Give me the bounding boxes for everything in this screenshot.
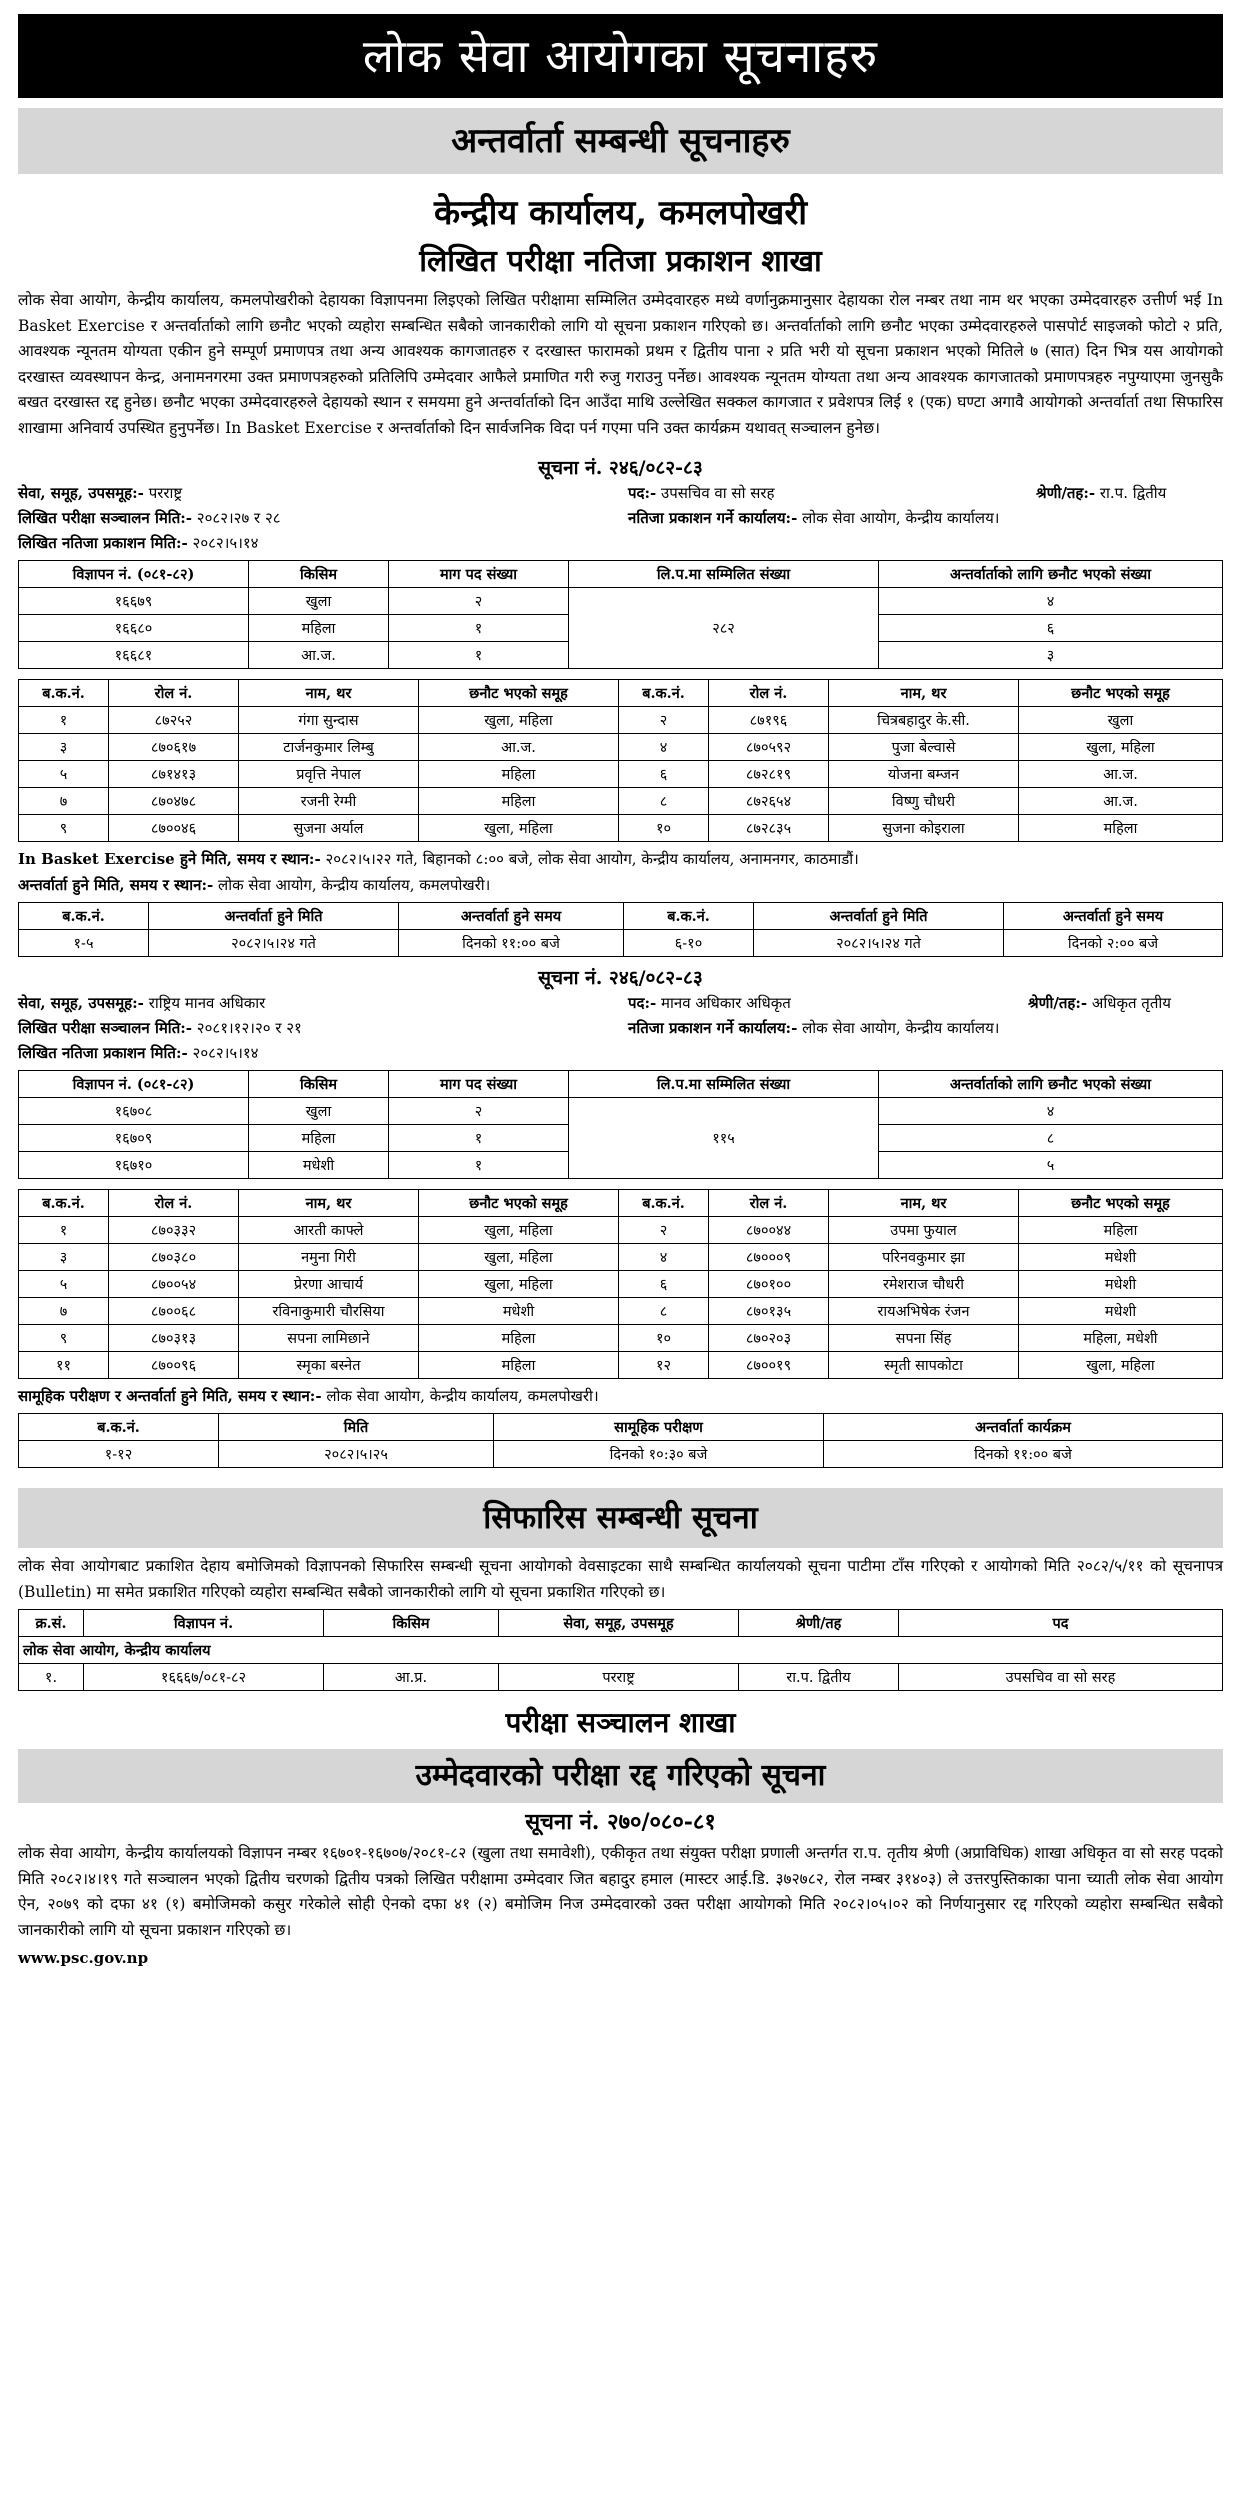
table-cell: खुला, महिला <box>419 815 619 842</box>
notice-1-meta-row-1 <box>18 481 1223 506</box>
table-cell: ४ <box>619 1244 709 1271</box>
table-cell: ६-१० <box>624 930 754 957</box>
table-row <box>19 815 1223 842</box>
table-cell: महिला <box>419 1325 619 1352</box>
table-cell: दिनको २:०० बजे <box>1004 930 1223 957</box>
table-header: मिति <box>219 1414 494 1441</box>
table-row <box>19 1244 1223 1271</box>
table-header: किसिम <box>249 561 389 588</box>
recommendation-paragraph: लोक सेवा आयोगबाट प्रकाशित देहाय बमोजिमको विज्ञापनको सिफारिस सम्बन्धी सूचना आयोगको वेवसाइटका साथै सम्बन्धित कार्यालयको सूचना पाटीमा टाँस गरिएको र आयोगको मिति २०८२/५/११ को सूचनापत्र (Bulletin) मा समेत प्रकाशित गरिएको व्यहोरा सम्बन्धित सबैको जानकारीको लागि यो सूचना प्रकाशित गरिएको छ। <box>18 1557 1223 1601</box>
table-cell: महिला <box>249 615 389 642</box>
notice-2-candidate-table <box>18 1189 1223 1379</box>
table-header: अन्तर्वार्ताको लागि छनौट भएको संख्या <box>879 1071 1223 1098</box>
table-header: नाम, थर <box>239 680 419 707</box>
class-label: श्रेणी/तह:- <box>1028 994 1088 1012</box>
publish-office-label: नतिजा प्रकाशन गर्ने कार्यालय:- <box>628 509 798 527</box>
table-cell: खुला <box>249 588 389 615</box>
table-cell: मधेशी <box>1019 1298 1223 1325</box>
table-row <box>19 1637 1223 1664</box>
table-header: अन्तर्वार्ता हुने मिति <box>149 903 399 930</box>
table-cell: २ <box>619 707 709 734</box>
table-header: माग पद संख्या <box>389 1071 569 1098</box>
group-test-label: सामूहिक परीक्षण र अन्तर्वार्ता हुने मिति, समय र स्थान:- <box>18 1387 322 1405</box>
table-cell: १२ <box>619 1352 709 1379</box>
table-cell: परराष्ट्र <box>499 1664 739 1691</box>
table-cell: १. <box>19 1664 84 1691</box>
office-name: केन्द्रीय कार्यालय, कमलपोखरी <box>433 193 808 233</box>
table-cell: आरती काफ्ले <box>239 1217 419 1244</box>
table-header: अन्तर्वार्ता कार्यक्रम <box>824 1414 1223 1441</box>
table-cell: ८७०२०३ <box>709 1325 829 1352</box>
exam-date-value: २०८१।१२।२० र २१ <box>196 1019 302 1037</box>
main-title: लोक सेवा आयोगका सूचनाहरु <box>18 14 1223 98</box>
table-cell: ९ <box>19 1325 109 1352</box>
table-cell: सुजना कोइराला <box>829 815 1019 842</box>
table-header: ब.क.नं. <box>619 680 709 707</box>
table-cell: आ.ज. <box>419 734 619 761</box>
service-value: परराष्ट्र <box>148 484 183 502</box>
table-row <box>19 1298 1223 1325</box>
table-cell: खुला, महिला <box>419 1271 619 1298</box>
table-row <box>19 1098 1223 1125</box>
table-cell: ८७००१९ <box>709 1352 829 1379</box>
table-row <box>19 761 1223 788</box>
table-header: सामूहिक परीक्षण <box>494 1414 824 1441</box>
table-cell: गंगा सुन्दास <box>239 707 419 734</box>
table-cell: १-५ <box>19 930 149 957</box>
inbasket-label: In Basket Exercise हुने मिति, समय र स्थान:- <box>18 850 321 868</box>
table-cell: महिला <box>1019 1217 1223 1244</box>
service-label: सेवा, समूह, उपसमूह:- <box>18 484 144 502</box>
table-cell: नमुना गिरी <box>239 1244 419 1271</box>
cancellation-paragraph: लोक सेवा आयोग, केन्द्रीय कार्यालयको विज्ञापन नम्बर १६७०१-१६७०७/२०८१-८२ (खुला तथा समावेशी), एकीकृत तथा संयुक्त परीक्षा प्रणाली अन्तर्गत रा.प. तृतीय श्रेणी (अप्राविधिक) शाखा अधिकृत वा सो सरह पदको मिति २०८२।४।१९ गते सञ्चालन भएको द्वितीय चरणको द्वितीय पत्रको लिखित परीक्षामा उम्मेदवार जित बहादुर हमाल (मास्टर आई.डि. ३७२७८२, रोल नम्बर ३१४०३) ले उत्तरपुस्तिकाका पाना च्याती लोक सेवा आयोग ऐन, २०७९ को दफा ४१ (१) बमोजिमको कसुर गरेकोले सोही ऐनको दफा ४१ (२) बमोजिम निज उम्मेदवारको उक्त परीक्षा आयोगको मिति २०८२।०५।०२ को निर्णयानुसार रद्द गरिएको व्यहोरा सम्बन्धित सबैको जानकारीको लागि यो सूचना प्रकाशन गरिएको छ। <box>18 1844 1223 1939</box>
table-cell: खुला, महिला <box>1019 1352 1223 1379</box>
table-cell: १६६८० <box>19 615 249 642</box>
table-cell: ६ <box>619 1271 709 1298</box>
table-cell: १ <box>389 642 569 669</box>
table-header: ब.क.नं. <box>19 680 109 707</box>
table-header: रोल नं. <box>109 680 239 707</box>
table-cell: २०८२।५।२४ गते <box>149 930 399 957</box>
table-row <box>19 588 1223 615</box>
notice-2-advertisement-table <box>18 1070 1223 1179</box>
table-cell: १-१२ <box>19 1441 219 1468</box>
table-cell: ५ <box>879 1152 1223 1179</box>
table-cell: ८७०५९२ <box>709 734 829 761</box>
table-row <box>19 930 1223 957</box>
table-row <box>19 1352 1223 1379</box>
table-cell: उपसचिव वा सो सरह <box>899 1664 1223 1691</box>
table-cell: ८७००४४ <box>709 1217 829 1244</box>
result-date-value: २०८२।५।१४ <box>192 534 259 552</box>
table-cell: ६ <box>879 615 1223 642</box>
table-cell: ५ <box>19 1271 109 1298</box>
table-cell: परिनवकुमार झा <box>829 1244 1019 1271</box>
table-cell: १६६८१ <box>19 642 249 669</box>
table-header: छनौट भएको समूह <box>419 1190 619 1217</box>
table-cell: १६६७९ <box>19 588 249 615</box>
cancellation-notice-number: सूचना नं. २७०/०८०-८१ <box>525 1809 716 1835</box>
notice-1-interview-table <box>18 902 1223 957</box>
table-cell: ८७१४१३ <box>109 761 239 788</box>
table-cell: ५ <box>19 761 109 788</box>
table-cell: ६ <box>619 761 709 788</box>
result-date-label: लिखित नतिजा प्रकाशन मिति:- <box>18 534 188 552</box>
table-cell: १ <box>389 1125 569 1152</box>
table-cell: खुला, महिला <box>419 1244 619 1271</box>
table-cell: दिनको १०:३० बजे <box>494 1441 824 1468</box>
table-header: ब.क.नं. <box>624 903 754 930</box>
table-header: नाम, थर <box>829 1190 1019 1217</box>
table-cell: ११ <box>19 1352 109 1379</box>
interview-notices-heading: अन्तर्वार्ता सम्बन्धी सूचनाहरु <box>18 108 1223 174</box>
intro-paragraph: लोक सेवा आयोग, केन्द्रीय कार्यालय, कमलपोखरीको देहायका विज्ञापनमा लिइएको लिखित परीक्षामा सम्मिलित उम्मेदवारहरु मध्ये वर्णानुक्रमानुसार देहायका रोल नम्बर तथा नाम थर भएका उम्मेदवारहरु उत्तीर्ण भई In Basket Exercise र अन्तर्वार्ताको लागि छनौट भएको व्यहोरा सम्बन्धित सबैको जानकारीको लागि यो सूचना प्रकाशन गरिएको छ। अन्तर्वार्ताको लागि छनौट भएका उम्मेदवारहरुले पासपोर्ट साइजको फोटो २ प्रति, आवश्यक न्यूनतम योग्यता एकीन हुने सम्पूर्ण प्रमाणपत्र तथा अन्य आवश्यक कागजातहरु र दरखास्त फारामको प्रथम र द्वितीय पाना २ प्रति भरी यो सूचना प्रकाशन भएको मितिले ७ (सात) दिन भित्र यस आयोगको दरखास्त व्यवस्थापन केन्द्र, अनामनगरमा उक्त प्रमाणपत्रहरुको प्रतिलिपि उम्मेदवार आफैले प्रमाणित गरी रुजु गराउनु पर्नेछ। आवश्यक न्यूनतम योग्यता तथा अन्य आवश्यक कागजातको प्रमाणपत्रहरु नपुग्याएमा जुनसुकै बखत दरखास्त रद्द हुनेछ। छनौट भएका उम्मेदवारहरुले देहायको स्थान र समयमा हुने अन्तर्वार्ताको दिन आउँदा माथि उल्लेखित सक्कल कागजात र प्रवेशपत्र लिई १ (एक) घण्टा अगावै आयोगको अन्तर्वार्ता तथा सिफारिस शाखामा अनिवार्य उपस्थित हुनुपर्नेछ। In Basket Exercise र अन्तर्वार्ताको दिन सार्वजनिक विदा पर्न गएमा पनि उक्त कार्यक्रम यथावत् सञ्चालन हुनेछ। <box>18 291 1223 437</box>
table-header: ब.क.नं. <box>19 1414 219 1441</box>
table-cell: आ.प्र. <box>324 1664 499 1691</box>
recommendation-heading: सिफारिस सम्बन्धी सूचना <box>18 1488 1223 1548</box>
table-cell: १ <box>389 1152 569 1179</box>
table-cell: २ <box>619 1217 709 1244</box>
table-cell: ८७२५२ <box>109 707 239 734</box>
group-test-line <box>18 1383 1223 1409</box>
table-header: लि.प.मा सम्मिलित संख्या <box>569 561 879 588</box>
table-cell: पुजा बेल्वासे <box>829 734 1019 761</box>
table-header: ब.क.नं. <box>19 903 149 930</box>
table-row <box>19 1664 1223 1691</box>
table-cell: ९ <box>19 815 109 842</box>
table-cell: प्रवृत्ति नेपाल <box>239 761 419 788</box>
interview-line <box>18 872 1223 898</box>
table-cell: ८७०१३५ <box>709 1298 829 1325</box>
table-cell: महिला <box>419 1352 619 1379</box>
table-header: नाम, थर <box>829 680 1019 707</box>
table-cell: टार्जनकुमार लिम्बु <box>239 734 419 761</box>
post-label: पद:- <box>628 484 657 502</box>
table-cell: १ <box>19 707 109 734</box>
table-header: ब.क.नं. <box>19 1190 109 1217</box>
table-cell: मधेशी <box>249 1152 389 1179</box>
table-cell: १६७१० <box>19 1152 249 1179</box>
exam-date-value: २०८२।२७ र २८ <box>196 509 281 527</box>
table-cell: स्मृका बस्नेत <box>239 1352 419 1379</box>
table-cell: आ.ज. <box>1019 788 1223 815</box>
notice-2-meta-row-1 <box>18 991 1223 1016</box>
inbasket-line <box>18 846 1223 872</box>
table-cell: १० <box>619 815 709 842</box>
publish-office-value: लोक सेवा आयोग, केन्द्रीय कार्यालय। <box>802 1019 1000 1037</box>
table-cell: ३ <box>879 642 1223 669</box>
table-header: किसिम <box>249 1071 389 1098</box>
table-cell: ८७००५४ <box>109 1271 239 1298</box>
section-name: लिखित परीक्षा नतिजा प्रकाशन शाखा <box>419 244 822 279</box>
table-cell: खुला, महिला <box>419 707 619 734</box>
post-value: उपसचिव वा सो सरह <box>661 484 775 502</box>
table-cell: खुला <box>1019 707 1223 734</box>
table-cell: महिला <box>1019 815 1223 842</box>
table-cell: चित्रबहादुर के.सी. <box>829 707 1019 734</box>
table-cell: रजनी रेग्मी <box>239 788 419 815</box>
table-cell: ८७०३१३ <box>109 1325 239 1352</box>
table-cell: रा.प. द्वितीय <box>739 1664 899 1691</box>
table-cell: ८ <box>879 1125 1223 1152</box>
exam-section-title: परीक्षा सञ्चालन शाखा <box>505 1706 736 1739</box>
table-cell: ४ <box>879 588 1223 615</box>
table-cell: योजना बम्जन <box>829 761 1019 788</box>
table-cell: सपना लामिछाने <box>239 1325 419 1352</box>
table-header: रोल नं. <box>109 1190 239 1217</box>
class-value: अधिकृत तृतीय <box>1091 994 1171 1012</box>
table-cell: महिला, मधेशी <box>1019 1325 1223 1352</box>
table-header: छनौट भएको समूह <box>1019 1190 1223 1217</box>
table-header: छनौट भएको समूह <box>419 680 619 707</box>
table-cell: सपना सिंह <box>829 1325 1019 1352</box>
table-header: लि.प.मा सम्मिलित संख्या <box>569 1071 879 1098</box>
table-header: छनौट भएको समूह <box>1019 680 1223 707</box>
table-group-cell: लोक सेवा आयोग, केन्द्रीय कार्यालय <box>19 1637 1223 1664</box>
inbasket-value: २०८२।५।२२ गते, बिहानको ८:०० बजे, लोक सेवा आयोग, केन्द्रीय कार्यालय, अनामनगर, काठमाडौं। <box>325 850 859 868</box>
table-header: विज्ञापन नं. <box>84 1610 324 1637</box>
notice-1-advertisement-table <box>18 560 1223 669</box>
table-header: विज्ञापन नं. (०८१-८२) <box>19 1071 249 1098</box>
table-cell: ४ <box>619 734 709 761</box>
table-cell: रायअभिषेक रंजन <box>829 1298 1019 1325</box>
table-cell: २ <box>389 588 569 615</box>
table-cell: १६६६७/०८१-८२ <box>84 1664 324 1691</box>
table-cell: ८७०००९ <box>709 1244 829 1271</box>
table-cell: ७ <box>19 788 109 815</box>
table-cell: २ <box>389 1098 569 1125</box>
notice-1-meta-row-2 <box>18 506 1223 531</box>
table-cell: २०८२।५।२४ गते <box>754 930 1004 957</box>
table-cell: ७ <box>19 1298 109 1325</box>
table-cell: ८७२८१९ <box>709 761 829 788</box>
table-cell: १ <box>389 615 569 642</box>
table-header: अन्तर्वार्ता हुने समय <box>399 903 624 930</box>
table-cell: २०८२।५।२५ <box>219 1441 494 1468</box>
table-row <box>19 1217 1223 1244</box>
table-cell: ८७०१०० <box>709 1271 829 1298</box>
table-header: ब.क.नं. <box>619 1190 709 1217</box>
table-cell: ८ <box>619 788 709 815</box>
table-header: अन्तर्वार्ता हुने समय <box>1004 903 1223 930</box>
table-cell: ४ <box>879 1098 1223 1125</box>
notice-1-candidate-table <box>18 679 1223 842</box>
service-label: सेवा, समूह, उपसमूह:- <box>18 994 144 1012</box>
table-cell: ११५ <box>569 1098 879 1179</box>
table-cell: महिला <box>249 1125 389 1152</box>
table-cell: रमेशराज चौधरी <box>829 1271 1019 1298</box>
table-cell: उपमा फुयाल <box>829 1217 1019 1244</box>
table-cell: ८७१९६ <box>709 707 829 734</box>
post-value: मानव अधिकार अधिकृत <box>661 994 791 1012</box>
table-cell: खुला <box>249 1098 389 1125</box>
notice-2-title: सूचना नं. २४६/०८२-८३ <box>538 967 703 989</box>
result-date-value: २०८२।५।१४ <box>192 1044 259 1062</box>
table-cell: विष्णु चौधरी <box>829 788 1019 815</box>
table-cell: २८२ <box>569 588 879 669</box>
table-cell: आ.ज. <box>1019 761 1223 788</box>
table-header: क्र.सं. <box>19 1610 84 1637</box>
table-row <box>19 1271 1223 1298</box>
table-cell: १० <box>619 1325 709 1352</box>
table-cell: मधेशी <box>419 1298 619 1325</box>
notice-1-title: सूचना नं. २४६/०८२-८३ <box>538 457 703 479</box>
publish-office-value: लोक सेवा आयोग, केन्द्रीय कार्यालय। <box>802 509 1000 527</box>
table-cell: दिनको ११:०० बजे <box>399 930 624 957</box>
table-cell: ८७००९६ <box>109 1352 239 1379</box>
table-cell: १ <box>19 1217 109 1244</box>
cancellation-banner: उम्मेदवारको परीक्षा रद्द गरिएको सूचना <box>18 1749 1223 1803</box>
table-cell: महिला <box>419 761 619 788</box>
notice-1-meta-row-3 <box>18 531 1223 556</box>
table-cell: सुजना अर्याल <box>239 815 419 842</box>
group-test-value: लोक सेवा आयोग, केन्द्रीय कार्यालय, कमलपोखरी। <box>326 1387 599 1405</box>
class-value: रा.प. द्वितीय <box>1099 484 1167 502</box>
table-header: नाम, थर <box>239 1190 419 1217</box>
table-cell: ८७००६८ <box>109 1298 239 1325</box>
table-header: सेवा, समूह, उपसमूह <box>499 1610 739 1637</box>
table-cell: महिला <box>419 788 619 815</box>
table-header: रोल नं. <box>709 680 829 707</box>
table-header: अन्तर्वार्ता हुने मिति <box>754 903 1004 930</box>
website-link[interactable]: www.psc.gov.np <box>18 1949 149 1967</box>
notice-page <box>18 14 1223 1967</box>
result-date-label: लिखित नतिजा प्रकाशन मिति:- <box>18 1044 188 1062</box>
notice-2-group-table <box>18 1413 1223 1468</box>
table-row <box>19 1325 1223 1352</box>
table-row <box>19 734 1223 761</box>
table-cell: ८७२६५४ <box>709 788 829 815</box>
class-label: श्रेणी/तह:- <box>1036 484 1096 502</box>
table-cell: आ.ज. <box>249 642 389 669</box>
table-header: श्रेणी/तह <box>739 1610 899 1637</box>
table-row <box>19 1441 1223 1468</box>
table-cell: ३ <box>19 734 109 761</box>
table-header: पद <box>899 1610 1223 1637</box>
table-cell: रविनाकुमारी चौरसिया <box>239 1298 419 1325</box>
recommendation-table <box>18 1609 1223 1691</box>
table-row <box>19 788 1223 815</box>
notice-2-meta-row-3 <box>18 1041 1223 1066</box>
table-cell: ३ <box>19 1244 109 1271</box>
table-cell: ८७००४६ <box>109 815 239 842</box>
table-cell: ८७०३३२ <box>109 1217 239 1244</box>
table-header: विज्ञापन नं. (०८१-८२) <box>19 561 249 588</box>
table-header: अन्तर्वार्ताको लागि छनौट भएको संख्या <box>879 561 1223 588</box>
table-cell: ८७०३८० <box>109 1244 239 1271</box>
table-cell: स्मृती सापकोटा <box>829 1352 1019 1379</box>
table-header: रोल नं. <box>709 1190 829 1217</box>
table-cell: ८७२८३५ <box>709 815 829 842</box>
table-header: किसिम <box>324 1610 499 1637</box>
service-value: राष्ट्रिय मानव अधिकार <box>148 994 266 1012</box>
interview-value: लोक सेवा आयोग, केन्द्रीय कार्यालय, कमलपोखरी। <box>218 876 491 894</box>
notice-2-meta-row-2 <box>18 1016 1223 1041</box>
table-cell: १६७०९ <box>19 1125 249 1152</box>
interview-label: अन्तर्वार्ता हुने मिति, समय र स्थान:- <box>18 876 214 894</box>
post-label: पद:- <box>628 994 657 1012</box>
table-cell: ८७०४७८ <box>109 788 239 815</box>
table-cell: खुला, महिला <box>419 1217 619 1244</box>
table-cell: १६७०८ <box>19 1098 249 1125</box>
table-cell: ८ <box>619 1298 709 1325</box>
table-cell: मधेशी <box>1019 1271 1223 1298</box>
table-cell: मधेशी <box>1019 1244 1223 1271</box>
publish-office-label: नतिजा प्रकाशन गर्ने कार्यालय:- <box>628 1019 798 1037</box>
table-cell: प्रेरणा आचार्य <box>239 1271 419 1298</box>
exam-date-label: लिखित परीक्षा सञ्चालन मिति:- <box>18 1019 193 1037</box>
table-cell: ८७०६१७ <box>109 734 239 761</box>
table-row <box>19 707 1223 734</box>
table-header: माग पद संख्या <box>389 561 569 588</box>
exam-date-label: लिखित परीक्षा सञ्चालन मिति:- <box>18 509 193 527</box>
table-cell: खुला, महिला <box>1019 734 1223 761</box>
table-cell: दिनको ११:०० बजे <box>824 1441 1223 1468</box>
